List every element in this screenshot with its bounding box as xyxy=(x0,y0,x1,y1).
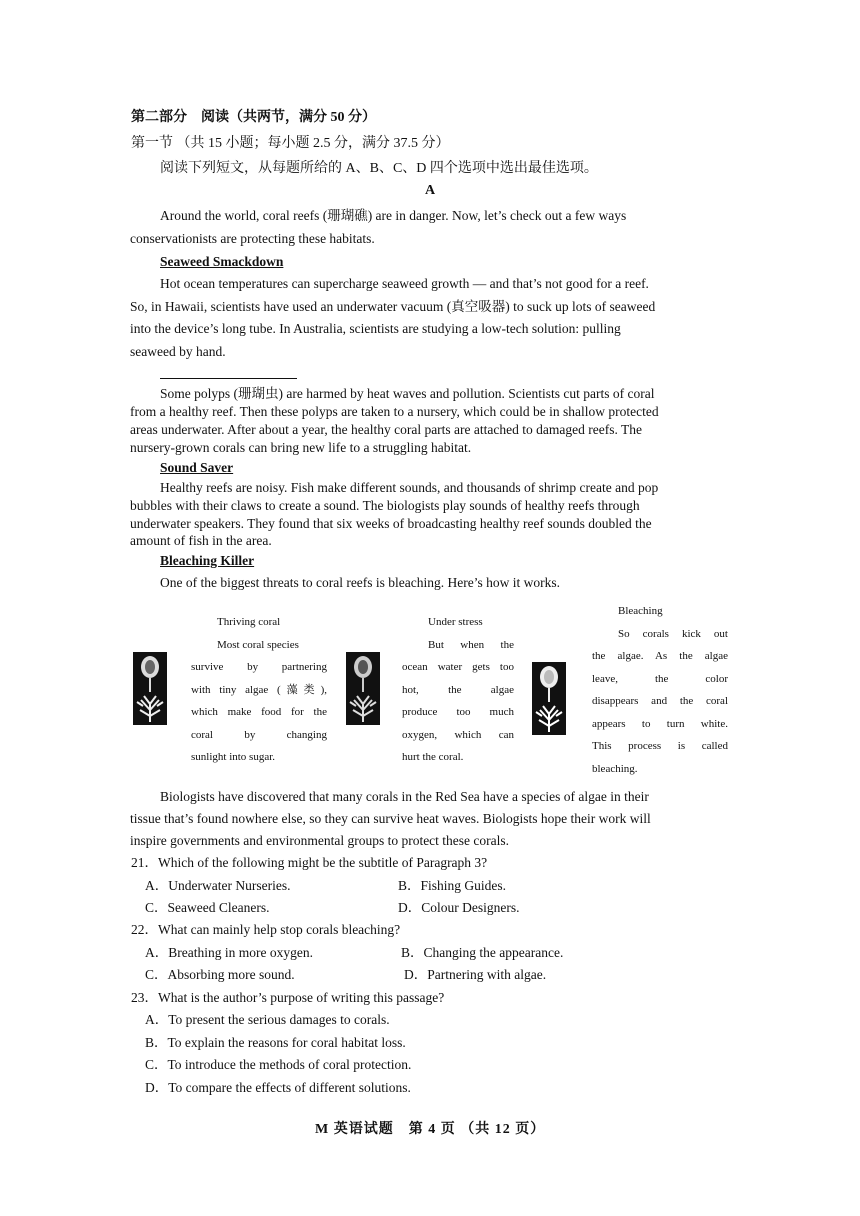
passage-letter: A xyxy=(425,183,436,198)
option-d[interactable]: D．To compare the effects of different solutions. xyxy=(145,1080,411,1095)
blank-subtitle-line xyxy=(160,378,297,379)
stage-line: hot, the algae xyxy=(402,683,514,696)
option-a[interactable]: A．Underwater Nurseries. xyxy=(145,878,291,893)
coral-stress-icon xyxy=(346,652,380,725)
stage-line: oxygen, which can xyxy=(402,728,514,741)
paragraph-line: amount of fish in the area. xyxy=(130,533,272,548)
stage-line: ocean water gets too xyxy=(402,661,514,673)
stage-title: Bleaching xyxy=(618,605,663,617)
intro-line: conservationists are protecting these habitats. xyxy=(130,231,375,246)
stage-thriving xyxy=(191,611,327,769)
stage-line: Most coral species xyxy=(217,638,299,651)
stage-title: Thriving coral xyxy=(217,616,281,628)
question-stem: 22．What can mainly help stop corals bleaching? xyxy=(131,922,401,937)
stage-line: survive by partnering xyxy=(191,661,327,673)
question-stem: 23．What is the author’s purpose of writing this passage? xyxy=(131,990,445,1005)
coral-thriving-icon xyxy=(133,652,167,725)
option-c[interactable]: C．Seaweed Cleaners. xyxy=(145,900,270,915)
stage-line: hurt the coral. xyxy=(402,751,464,763)
paragraph-line: seaweed by hand. xyxy=(130,344,226,359)
stage-title: Under stress xyxy=(428,616,483,628)
question-stem: 21．Which of the following might be the subtitle of Paragraph 3? xyxy=(131,855,488,870)
paragraph-line: into the device’s long tube. In Australia, scientists are studying a low-tech solution: pulling xyxy=(130,321,621,336)
option-a[interactable]: A．To present the serious damages to corals. xyxy=(145,1012,390,1027)
paragraph-line: Some polyps (珊瑚虫) are harmed by heat waves and pollution. Scientists cut parts of coral xyxy=(160,386,655,401)
stage-line: coral by changing xyxy=(191,728,327,741)
paragraph-line: inspire governments and environmental groups to protect these corals. xyxy=(130,833,510,848)
stage-line: produce too much xyxy=(402,706,514,718)
option-a[interactable]: A．Breathing in more oxygen. xyxy=(145,945,313,960)
stage-line: But when the xyxy=(428,638,514,651)
heading-bleaching: Bleaching Killer xyxy=(160,553,255,568)
section-title: 第二部分 阅读（共两节，满分 50 分） xyxy=(131,110,376,125)
option-d[interactable]: D．Partnering with algae. xyxy=(404,967,547,982)
paragraph-line: areas underwater. After about a year, the healthy coral parts are attached to damaged reefs. The xyxy=(130,422,642,437)
paragraph-line: from a healthy reef. Then these polyps are taken to a nursery, which could be in shallow protected xyxy=(130,404,659,419)
option-b[interactable]: B．Fishing Guides. xyxy=(398,878,507,893)
intro-line: Around the world, coral reefs (珊瑚礁) are in danger. Now, let’s check out a few ways xyxy=(160,208,627,223)
stage-line: So corals kick out xyxy=(618,627,728,640)
paragraph-line: Biologists have discovered that many corals in the Red Sea have a species of algae in their xyxy=(160,789,649,804)
coral-bleached-icon xyxy=(532,662,566,735)
stage-line: with tiny algae (藻类), xyxy=(191,683,327,696)
option-c[interactable]: C．Absorbing more sound. xyxy=(145,967,295,982)
stage-line: which make food for the xyxy=(191,706,327,718)
stage-line: This process is called xyxy=(592,740,728,752)
instruction: 阅读下列短文，从每题所给的 A、B、C、D 四个选项中选出最佳选项。 xyxy=(160,161,598,176)
stage-line: leave, the color xyxy=(592,672,728,685)
paragraph-line: So, in Hawaii, scientists have used an underwater vacuum (真空吸器) to suck up lots of seaweed xyxy=(130,299,656,314)
option-c[interactable]: C．To introduce the methods of coral protection. xyxy=(145,1057,412,1072)
paragraph-line: Healthy reefs are noisy. Fish make different sounds, and thousands of shrimp create and pop xyxy=(160,480,659,495)
stage-stress xyxy=(402,611,514,769)
option-d[interactable]: D．Colour Designers. xyxy=(398,900,520,915)
heading-sound: Sound Saver xyxy=(160,460,234,475)
stage-line: sunlight into sugar. xyxy=(191,751,276,763)
section-subtitle: 第一节 （共 15 小题；每小题 2.5 分，满分 37.5 分） xyxy=(131,136,450,151)
heading-seaweed: Seaweed Smackdown xyxy=(160,254,284,269)
paragraph-line: tissue that’s found nowhere else, so they can survive heat waves. Biologists hope their work will xyxy=(130,811,651,826)
paragraph-line: bubbles with their claws to create a sound. The biologists play sounds of healthy reefs through xyxy=(130,498,640,513)
paragraph-line: nursery-grown corals can bring new life to a struggling habitat. xyxy=(130,440,472,455)
stage-bleaching xyxy=(592,600,728,780)
option-b[interactable]: B．Changing the appearance. xyxy=(401,945,564,960)
stage-line: disappears and the coral xyxy=(592,695,728,707)
page-footer: M 英语试题 第 4 页 （共 12 页） xyxy=(315,1122,546,1137)
paragraph-line: One of the biggest threats to coral reefs is bleaching. Here’s how it works. xyxy=(160,575,561,590)
stage-line: bleaching. xyxy=(592,762,638,775)
stage-line: the algae. As the algae xyxy=(592,650,728,662)
paragraph-line: Hot ocean temperatures can supercharge seaweed growth — and that’s not good for a reef. xyxy=(160,276,649,291)
option-b[interactable]: B．To explain the reasons for coral habitat loss. xyxy=(145,1035,406,1050)
paragraph-line: underwater speakers. They found that six weeks of broadcasting healthy reef sounds doubled the xyxy=(130,516,652,531)
stage-line: appears to turn white. xyxy=(592,717,728,730)
